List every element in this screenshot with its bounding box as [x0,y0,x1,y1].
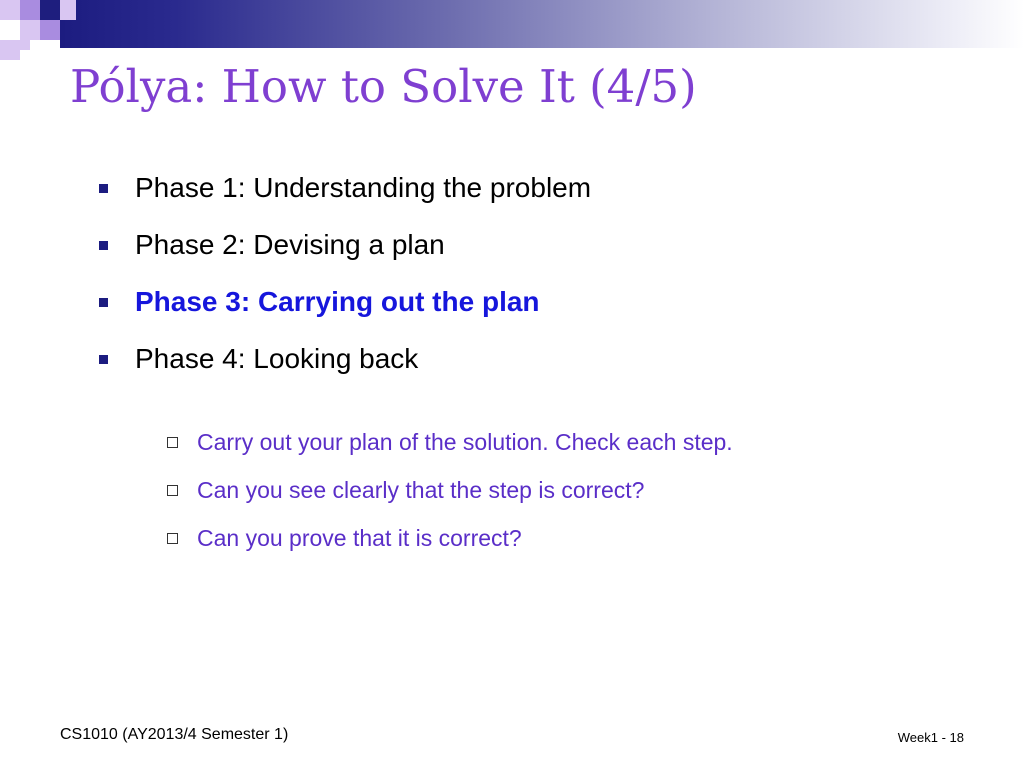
bullet-item-highlighted [96,282,591,339]
filled-square-icon [99,184,108,193]
checker-square [0,20,20,40]
header-gradient-bar [60,0,1024,48]
bullet-item [96,225,591,282]
sub-bullet-item [166,424,733,472]
sub-bullet-text: Can you prove that it is correct? [197,525,522,551]
bullet-text: Phase 4: Looking back [135,343,419,374]
filled-square-icon [99,355,108,364]
bullet-text: Phase 1: Understanding the problem [135,172,592,203]
hollow-square-icon [167,437,178,448]
filled-square-icon [99,241,108,250]
checker-square [20,20,40,40]
sub-bullet-item [166,472,733,520]
checker-square [60,0,76,20]
bullet-text: Phase 3: Carrying out the plan [135,286,540,317]
sub-bullet-text: Can you see clearly that the step is correct? [197,477,645,503]
hollow-square-icon [167,533,178,544]
sub-bullet-item [166,520,733,568]
checker-square [0,40,20,60]
bullet-list [96,168,591,396]
checker-square [40,20,60,40]
bullet-text: Phase 2: Devising a plan [135,229,445,260]
footer-course-label: CS1010 (AY2013/4 Semester 1) [60,726,289,743]
sub-bullet-text: Carry out your plan of the solution. Check each step. [197,429,733,455]
hollow-square-icon [167,485,178,496]
sub-bullet-list [166,424,733,568]
footer-page-number: Week1 - 18 [897,730,964,745]
checker-square [20,0,40,20]
bullet-item [96,339,591,396]
filled-square-icon [99,298,108,307]
checker-square [20,40,30,50]
checker-square [0,0,20,20]
bullet-item [96,168,591,225]
slide-title: Pólya: How to Solve It (4/5) [70,60,697,113]
